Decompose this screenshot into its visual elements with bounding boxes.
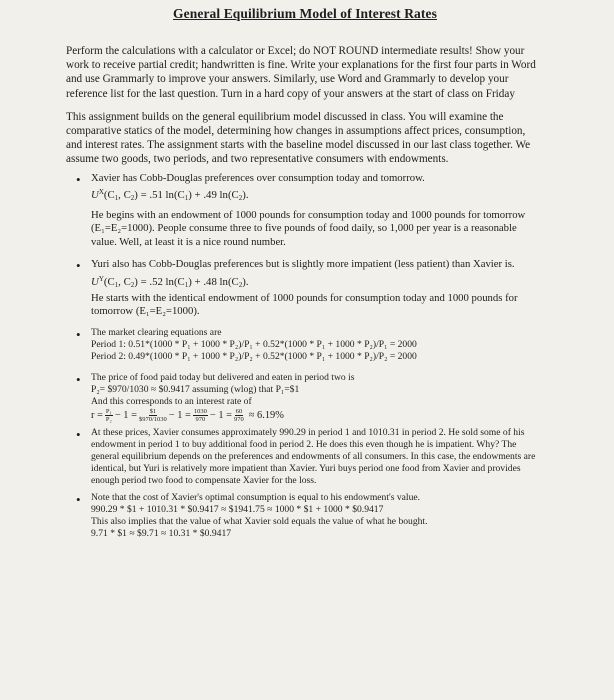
period-1-equation: Period 1: 0.51*(1000 * P₁ + 1000 * P₂)/P₁ + 0.52*(1000 * P₁ + 1000 * P₂)/P₁ = 2000 (91, 339, 417, 351)
interest-rate-equation: r = $\frac{\text{P₁}}{\text{P₂}}$ − 1 = $\frac{\$1}{\$970/1030}$ − 1 = $\frac{1030}{970}$ − 1 = $\frac{60}{970}$ ≈ 6.19% (91, 408, 284, 424)
assignment-paragraph: This assignment builds on the general equilibrium model discussed in class. You will examine the comparative statics of the model, determining how changes in assumptions affect prices, consumption, and interest rates. The assignment starts with the baseline model discussed in our last class together. We assume two goods, two periods, and two representative consumers with endowments. (66, 110, 531, 166)
list-item-cost: • Note that the cost of Xavier's optimal consumption is equal to his endowment's value. 990.29 * $1 + 1010.31 * $0.9417 ≈ $1941.75 ≈ 1000 * $1 + 1000 * $0.9417 This also implies that the value of what Xavier sold equals the value of what he bought. 9.71 * $1 ≈ $9.71 ≈ 10.31 * $0.9417 (66, 492, 544, 540)
list-item-xavier: • Xavier has Cobb-Douglas preferences over consumption today and tomorrow. $U^X(C_1$, $C_2) = .51$ $\ln(C_1) + .49$ $\ln(C_2)$. He begins with an endowment of 1000 pounds for consumption today and 1000 pounds for tomorrow (E₁=E₂=1000). People consume three to five pounds of food daily, so 1,000 per year is a reasonable value. Well, at least it is a nice round number. (66, 172, 544, 250)
page-title: General Equilibrium Model of Interest Rates (173, 6, 437, 21)
yuri-utility-equation: $U^Y(C_1$, $C_2) = .52$ $\ln(C_1) + .48$ $\ln(C_2)$. (91, 274, 249, 289)
list-item-yuri: • Yuri also has Cobb-Douglas preferences but is slightly more impatient (less patient) than Xavier is. $U^Y(C_1$, $C_2) = .52$ $\ln(C_1) + .48$ $\ln(C_2)$. He starts with the identical endowment of 1000 pounds for consumption today and 1000 pounds for tomorrow (E₁=E₂=1000). (66, 258, 544, 318)
list-item-price: • The price of food paid today but delivered and eaten in period two is P₂= $970/1030 ≈ $0.9417 assuming (wlog) that P₁=$1 And this corresponds to an interest rate of r = $\frac{\text{P₁}}{\text{P₂}}$ − 1 = $\frac{\$1}{\$970/1030}$ − 1 = $\frac{1030}{970}$ − 1 = $\frac{60}{970}$ ≈ 6.19% (66, 372, 544, 423)
xavier-endowment-paragraph: He begins with an endowment of 1000 pounds for consumption today and 1000 pounds for tomorrow (E₁=E₂=1000). People consume three to five pounds of food daily, so 1,000 per year is a reasonable value. Well, at least it is a nice round number. (91, 209, 526, 248)
bullet-list (66, 172, 544, 541)
intro-paragraph: Perform the calculations with a calculator or Excel; do NOT ROUND intermediate results! Show your work to receive partial credit; handwritten is fine. Write your explanations for the first four parts in Word and use Grammarly to improve your answers. Similarly, use Word and Grammarly to develop your reference list for the last question. Turn in a hard copy of your answers at the start of class on Friday (66, 45, 536, 100)
yuri-endowment-paragraph: He starts with the identical endowment of 1000 pounds for consumption today and 1000 pounds for tomorrow (E₁=E₂=1000). (91, 291, 518, 318)
list-item-consumption: • At these prices, Xavier consumes approximately 990.29 in period 1 and 1010.31 in period 2. He sold some of his endowment in period 1 to buy additional food in period 2. He does this even though he is impatient. Why? The general equilibrium depends on the preferences and endowments of all consumers. In this case, the endowments are identical, but Yuri is relatively more impatient than Xavier. Yuri buys period one food from Xavier and provides enough period two food to compensate Xavier for the loss. (66, 427, 544, 487)
period-2-equation: Period 2: 0.49*(1000 * P₁ + 1000 * P₂)/P₂ + 0.52*(1000 * P₁ + 1000 * P₂)/P₂ = 2000 (91, 351, 417, 363)
list-item-market-clearing: • The market clearing equations are Period 1: 0.51*(1000 * P₁ + 1000 * P₂)/P₁ + 0.52*(1000 * P₁ + 1000 * P₂)/P₁ = 2000 Period 2: 0.49*(1000 * P₁ + 1000 * P₂)/P₂ + 0.52*(1000 * P₁ + 1000 * P₂)/P₂ = 2000 (66, 327, 544, 363)
xavier-utility-equation: $U^X(C_1$, $C_2) = .51$ $\ln(C_1) + .49$ $\ln(C_2)$. (91, 188, 249, 203)
